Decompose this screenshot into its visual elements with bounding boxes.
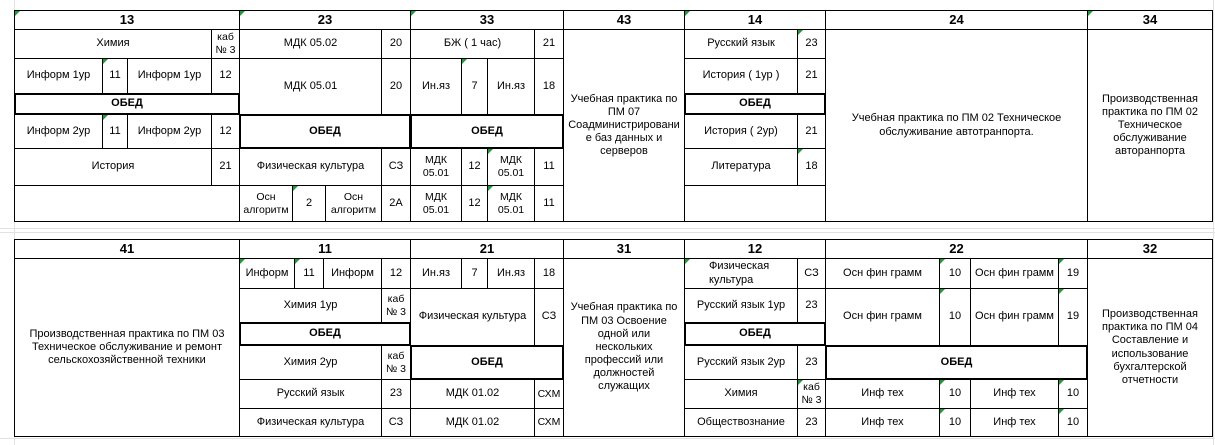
lesson-room: 10 <box>939 258 971 289</box>
lesson-room: 23 <box>381 379 411 409</box>
lesson-room: 21 <box>797 58 826 94</box>
gridline <box>1213 0 1214 445</box>
lesson-room: 11 <box>534 148 564 186</box>
gridline <box>0 232 1215 233</box>
practice-block: Учебная практика по ПМ 07 Соадминистрировани е баз данных и серверов <box>563 29 685 222</box>
group-header-43: 43 <box>563 10 685 30</box>
lesson-room: 12 <box>461 185 488 222</box>
lesson-room: 23 <box>797 288 826 323</box>
gridline <box>0 228 1215 229</box>
lesson-room: 10 <box>1058 408 1088 437</box>
lunch-break: ОБЕД <box>410 345 564 380</box>
lesson-room: 12 <box>461 148 488 186</box>
group-header-14: 14 <box>684 10 826 30</box>
empty-cell <box>684 185 826 222</box>
lesson-subject: История <box>14 148 212 186</box>
lunch-break: ОБЕД <box>14 93 240 115</box>
lesson-room: 7 <box>461 58 488 115</box>
lesson-subject: Информ 2ур <box>14 114 103 149</box>
lesson-subject: МДК 01.02 <box>410 408 535 437</box>
lesson-room: СЗ <box>381 148 411 186</box>
lesson-room: 20 <box>381 58 411 115</box>
practice-block: Учебная практика по ПМ 03 Освоение одной или нескольких профессий или должностей служащих <box>563 258 685 437</box>
group-header-12: 12 <box>684 239 826 259</box>
lesson-room: 23 <box>797 408 826 437</box>
group-header-11: 11 <box>239 239 411 259</box>
lunch-break: ОБЕД <box>410 114 564 149</box>
lesson-subject: Осн фин грамм <box>970 258 1059 289</box>
lunch-break: ОБЕД <box>684 93 826 115</box>
lesson-room: 12 <box>211 58 240 94</box>
group-header-23: 23 <box>239 10 411 30</box>
lesson-room: СЗ <box>534 288 564 346</box>
lesson-subject: Инф тех <box>970 379 1059 409</box>
lesson-room: 18 <box>534 258 564 289</box>
lesson-room: 18 <box>797 148 826 186</box>
lesson-subject: Русский язык <box>239 379 382 409</box>
lesson-room: 11 <box>294 258 324 289</box>
lesson-subject: Ин.яз <box>487 258 535 289</box>
lesson-subject: История ( 1ур ) <box>684 58 798 94</box>
lesson-subject: МДК 05.01 <box>410 148 462 186</box>
practice-block: Учебная практика по ПМ 02 Техническое обслуживание автотранпорта. <box>825 29 1088 222</box>
group-header-22: 22 <box>825 239 1088 259</box>
lesson-subject: Осн алгоритм <box>325 185 382 222</box>
lesson-room: 23 <box>797 345 826 380</box>
lesson-subject: МДК 05.01 <box>410 185 462 222</box>
lesson-subject: Ин.яз <box>410 258 462 289</box>
lesson-subject: Физическая культура <box>239 408 382 437</box>
practice-block: Производственная практика по ПМ 02 Техническое обслуживание авторанпорта <box>1087 29 1213 222</box>
lesson-subject: БЖ ( 1 час) <box>410 29 535 59</box>
lunch-break: ОБЕД <box>825 345 1088 380</box>
lesson-room: 12 <box>211 114 240 149</box>
lesson-subject: Химия 1ур <box>239 288 382 323</box>
lunch-break: ОБЕД <box>684 322 826 346</box>
lesson-room: 11 <box>102 58 128 94</box>
lesson-subject: Химия <box>684 379 798 409</box>
lesson-room: 2 <box>292 185 326 222</box>
lesson-subject: Осн фин грамм <box>970 288 1059 346</box>
lesson-room: 20 <box>381 29 411 59</box>
lesson-room: 18 <box>534 58 564 115</box>
lesson-subject: Химия <box>14 29 212 59</box>
lunch-break: ОБЕД <box>239 114 411 149</box>
lesson-subject: Осн фин грамм <box>825 288 940 346</box>
lesson-room: 21 <box>534 29 564 59</box>
lesson-subject: Русский язык 2ур <box>684 345 798 380</box>
lesson-room: СЗ <box>381 408 411 437</box>
group-header-21: 21 <box>410 239 564 259</box>
lesson-room: каб № 3 <box>211 29 240 59</box>
lesson-subject: Информ 1ур <box>14 58 103 94</box>
lesson-subject: МДК 05.01 <box>239 58 382 115</box>
practice-block: Производственная практика по ПМ 04 Составление и использование бухгалтерской отчетности <box>1087 258 1213 437</box>
group-header-41: 41 <box>14 239 240 259</box>
lesson-room: 12 <box>381 258 411 289</box>
lesson-room: каб № 3 <box>797 379 826 409</box>
group-header-34: 34 <box>1087 10 1213 30</box>
lesson-room: СХМ <box>534 379 564 409</box>
lesson-room: 23 <box>797 29 826 59</box>
lesson-subject: Информ 1ур <box>127 58 212 94</box>
lesson-subject: Литература <box>684 148 798 186</box>
lesson-subject: Инф тех <box>825 379 940 409</box>
lesson-room: СЗ <box>797 258 826 289</box>
lesson-room: 2А <box>381 185 411 222</box>
group-header-31: 31 <box>563 239 685 259</box>
lesson-subject: Инф тех <box>970 408 1059 437</box>
group-header-24: 24 <box>825 10 1088 30</box>
lesson-subject: Русский язык 1ур <box>684 288 798 323</box>
lesson-room: 21 <box>211 148 240 186</box>
lesson-subject: Ин.яз <box>487 58 535 115</box>
lesson-room: СХМ <box>534 408 564 437</box>
lesson-subject: Физическая культура <box>684 258 798 289</box>
lesson-subject: Физическая культура <box>410 288 535 346</box>
empty-cell <box>14 185 240 222</box>
lunch-break: ОБЕД <box>239 322 411 346</box>
group-header-13: 13 <box>14 10 240 30</box>
lesson-subject: МДК 05.01 <box>487 148 535 186</box>
group-header-32: 32 <box>1087 239 1213 259</box>
lesson-room: 10 <box>939 288 971 346</box>
lesson-subject: Информ <box>239 258 295 289</box>
lesson-subject: История ( 2ур) <box>684 114 798 149</box>
lesson-room: 19 <box>1058 258 1088 289</box>
lesson-room: 10 <box>939 408 971 437</box>
lesson-room: каб № 3 <box>381 288 411 323</box>
lesson-subject: Информ <box>323 258 382 289</box>
lesson-room: 10 <box>1058 379 1088 409</box>
lesson-subject: МДК 05.02 <box>239 29 382 59</box>
lesson-room: 11 <box>534 185 564 222</box>
lesson-subject: Инф тех <box>825 408 940 437</box>
lesson-subject: Русский язык <box>684 29 798 59</box>
lesson-room: 10 <box>939 379 971 409</box>
lesson-subject: Информ 2ур <box>127 114 212 149</box>
gridline <box>0 438 1215 439</box>
lesson-subject: Физическая культура <box>239 148 382 186</box>
lesson-subject: Ин.яз <box>410 58 462 115</box>
lesson-room: 11 <box>102 114 128 149</box>
lesson-subject: Осн фин грамм <box>825 258 940 289</box>
lesson-room: 7 <box>461 258 488 289</box>
lesson-room: каб № 3 <box>381 345 411 380</box>
group-header-33: 33 <box>410 10 564 30</box>
practice-block: Производственная практика по ПМ 03 Техническое обслуживание и ремонт сельскохозяйственной техники <box>14 258 240 437</box>
lesson-subject: Обществознание <box>684 408 798 437</box>
lesson-subject: МДК 01.02 <box>410 379 535 409</box>
lesson-subject: Осн алгоритм <box>239 185 293 222</box>
lesson-room: 19 <box>1058 288 1088 346</box>
lesson-subject: Химия 2ур <box>239 345 382 380</box>
lesson-subject: МДК 05.01 <box>487 185 535 222</box>
lesson-room: 21 <box>797 114 826 149</box>
